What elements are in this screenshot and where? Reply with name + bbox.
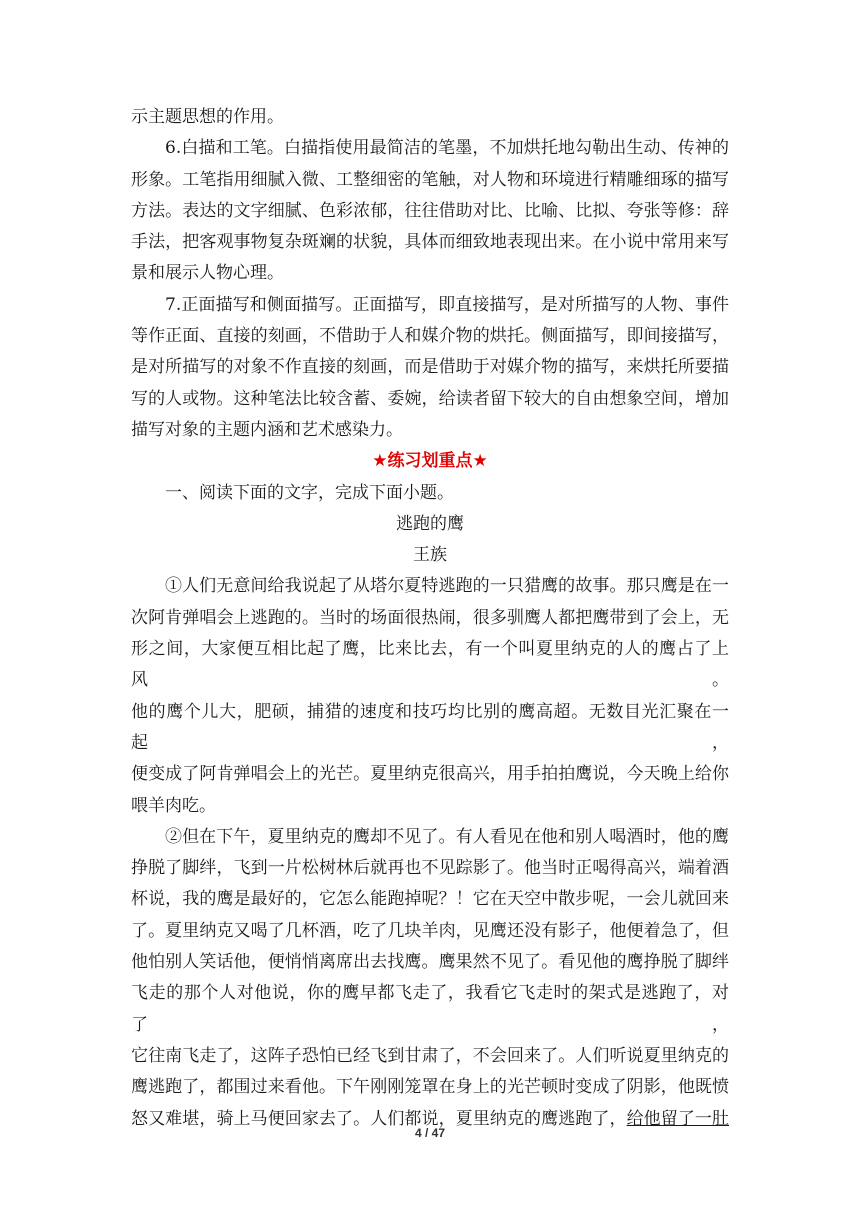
text-line: 6.白描和工笔。白描指使用最简洁的笔墨，不加烘托地勾勒出生动、传神的 [165,138,729,159]
underlined-text: 给他留了一肚 [626,1108,730,1129]
text-line: 了。夏里纳克又喝了几杯酒，吃了几块羊肉，见鹰还没有影子，他便着急了，但 [131,920,729,941]
story-paragraph-2 [131,822,729,1135]
text-span: 怒又难堪，骑上马便回家去了。人们都说，夏里纳克的鹰逃跑了， [131,1108,627,1129]
text-line: ①人们无意间给我说起了从塔尔夏特逃跑的一只猎鹰的故事。那只鹰是在一 [165,576,729,597]
text-line: 等作正面、直接的刻画，不借助于人和媒介物的烘托。侧面描写，即间接描写， [131,326,729,347]
text-line: 描写对象的主题内涵和艺术感染力。 [131,419,403,440]
paragraph-continuation: 示主题思想的作用。 [131,107,284,127]
text-line: 7.正面描写和侧面描写。正面描写，即直接描写，是对所描写的人物、事件 [165,294,729,315]
text-line: 它往南飞走了，这阵子恐怕已经飞到甘肃了，不会回来了。人们听说夏里纳克的 [131,1045,729,1066]
paragraph-item-6 [131,133,729,289]
story-author: 王族 [413,545,447,566]
question-intro: 一、阅读下面的文字，完成下面小题。 [165,482,454,503]
text-line: 杯说，我的鹰是最好的，它怎么能跑掉呢？！它在天空中散步呢，一会儿就回来 [131,889,729,910]
story-paragraph-1 [131,571,729,821]
text-line: 他怕别人笑话他，便悄悄离席出去找鹰。鹰果然不见了。看见他的鹰挣脱了脚绊 [131,952,729,973]
text-line: 喂羊肉吃。 [131,795,216,816]
text-line: ②但在下午，夏里纳克的鹰却不见了。有人看见在他和别人喝酒时，他的鹰 [165,826,729,847]
text-line: 便变成了阿肯弹唱会上的光芒。夏里纳克很高兴，用手拍拍鹰说，今天晚上给你 [131,764,729,785]
text-line: 景和展示人物心理。 [131,263,284,284]
text-line: 是对所描写的对象不作直接的刻画，而是借助于对媒介物的描写，来烘托所要描 [131,357,729,378]
text-line: 形象。工笔指用细腻入微、工整细密的笔触，对人物和环境进行精雕细琢的描写 [131,169,729,190]
story-title: 逃跑的鹰 [396,513,464,534]
text-line: 方法。表达的文字细腻、色彩浓郁，往往借助对比、比喻、比拟、夸张等修：辞 [131,200,729,221]
text-line: 次阿肯弹唱会上逃跑的。当时的场面很热闹，很多驯鹰人都把鹰带到了会上，无 [131,607,729,628]
text-line: 飞走的那个人对他说，你的鹰早都飞走了，我看它飞走时的架式是逃跑了，对了， [131,983,729,1035]
text-line: 写的人或物。这种笔法比较含蓄、委婉，给读者留下较大的自由想象空间，增加 [131,388,729,409]
text-line: 他的鹰个儿大，肥硕，捕猎的速度和技巧均比别的鹰高超。无数目光汇聚在一起， [131,701,729,753]
text-line: 鹰逃跑了，都围过来看他。下午刚刚笼罩在身上的光芒顿时变成了阴影，他既愤 [131,1077,729,1098]
page-content [131,102,729,1135]
text-line: 手法，把客观事物复杂斑斓的状貌，具体而细致地表现出来。在小说中常用来写 [131,232,729,253]
text-line: 挣脱了脚绊，飞到一片松树林后就再也不见踪影了。他当时正喝得高兴，端着酒 [131,858,729,879]
text-line: 形之间，大家便互相比起了鹰，比来比去，有一个叫夏里纳克的人的鹰占了上风。 [131,639,729,691]
page-number: 4 / 47 [414,1126,446,1140]
paragraph-item-7 [131,290,729,446]
section-heading: ★练习划重点★ [372,451,488,472]
